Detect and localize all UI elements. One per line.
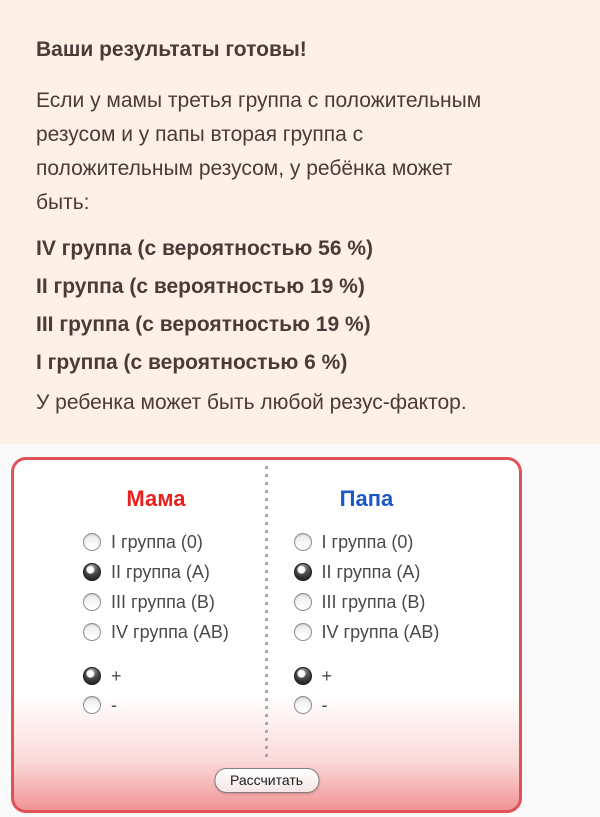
radio-label: II группа (A) (321, 562, 421, 582)
intro-line: положительным резусом, у ребёнка может (36, 157, 453, 180)
radio-label: I группа (0) (321, 532, 414, 552)
radio-label: IV группа (AB) (321, 622, 440, 642)
result-line: III группа (с вероятностью 19 %) (36, 313, 371, 336)
radio-father-rh-plus[interactable] (294, 667, 312, 685)
column-divider (265, 466, 268, 761)
radio-label: III группа (B) (321, 592, 426, 612)
radio-label: - (321, 694, 328, 715)
result-line: IV группа (с вероятностью 56 %) (36, 237, 374, 260)
radio-label: + (111, 665, 122, 686)
radio-father-rh-minus[interactable] (294, 696, 312, 714)
calculator-form (11, 457, 522, 813)
radio-mother-rh-plus[interactable] (83, 667, 101, 685)
father-rh-minus (294, 690, 440, 719)
mother-group-option-3 (83, 587, 229, 617)
radio-label: IV группа (AB) (111, 622, 229, 642)
radio-label: + (321, 665, 333, 686)
father-group-option-3 (294, 587, 440, 617)
mother-group-option-2 (83, 557, 229, 587)
intro-line: Если у мамы третья группа с положительным (36, 89, 482, 112)
mother-group-option-4 (83, 617, 229, 647)
radio-father-group-4[interactable] (294, 623, 312, 641)
results-title: Ваши результаты готовы! (36, 38, 307, 61)
calculate-button[interactable]: Рассчитать (214, 768, 319, 793)
radio-mother-group-3[interactable] (83, 593, 101, 611)
result-line: I группа (с вероятностью 6 %) (36, 351, 348, 374)
radio-father-group-1[interactable] (294, 533, 312, 551)
radio-mother-rh-minus[interactable] (83, 696, 101, 714)
radio-label: - (111, 694, 117, 715)
intro-line: резусом и у папы вторая группа с (36, 123, 364, 146)
result-line: II группа (с вероятностью 19 %) (36, 275, 365, 298)
mother-group (83, 486, 229, 719)
father-group (294, 486, 440, 719)
radio-father-group-3[interactable] (294, 593, 312, 611)
intro-line: быть: (36, 191, 90, 214)
mother-column (14, 460, 267, 810)
father-group-option-1 (294, 527, 440, 557)
mother-group-option-1 (83, 527, 229, 557)
mother-rh-group (83, 661, 229, 719)
radio-mother-group-2[interactable] (83, 563, 101, 581)
radio-label: I группа (0) (111, 532, 203, 552)
mother-column-title: Мама (126, 486, 186, 511)
father-rh-plus (294, 661, 440, 690)
results-list (36, 230, 564, 382)
father-group-option-4 (294, 617, 440, 647)
father-column (267, 460, 520, 810)
radio-label: II группа (A) (111, 562, 210, 582)
mother-rh-plus (83, 661, 229, 690)
intro-paragraph (36, 84, 564, 220)
father-column-title: Папа (339, 486, 394, 511)
radio-mother-group-4[interactable] (83, 623, 101, 641)
rh-note: У ребенка может быть любой резус-фактор. (36, 391, 467, 414)
mother-rh-minus (83, 690, 229, 719)
radio-father-group-2[interactable] (294, 563, 312, 581)
radio-mother-group-1[interactable] (83, 533, 101, 551)
radio-label: III группа (B) (111, 592, 215, 612)
father-rh-group (294, 661, 440, 719)
father-group-option-2 (294, 557, 440, 587)
